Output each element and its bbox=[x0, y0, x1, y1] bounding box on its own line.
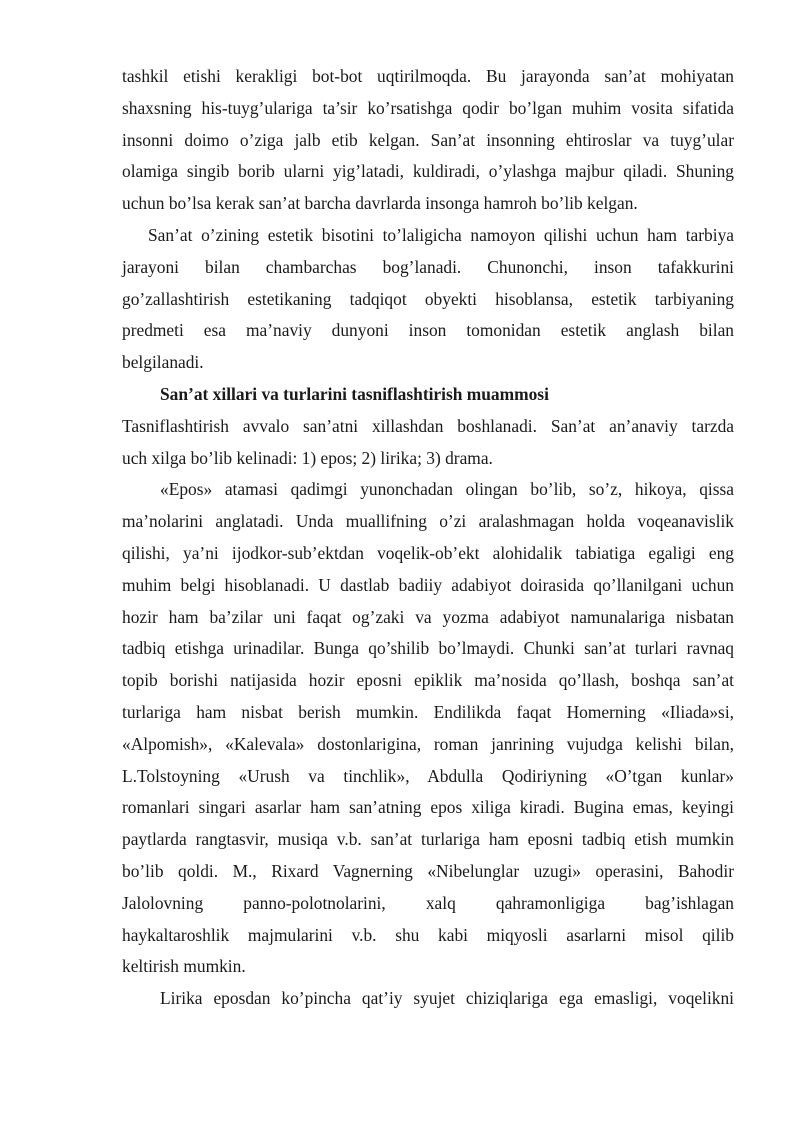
document-page bbox=[122, 61, 734, 1015]
section-heading: San’at xillari va turlarini tasniflashtirish muammosi bbox=[160, 383, 549, 404]
text-line: bo’lib qoldi. M., Rixard Vagnerning «Nibelunglar uzugi» operasini, Bahodir bbox=[122, 860, 734, 881]
paragraph-2 bbox=[122, 220, 734, 379]
text-line: hozir ham ba’zilar uni faqat og’zaki va yozma adabiyot namunalariga nisbatan bbox=[122, 606, 734, 627]
text-line: haykaltaroshlik majmularini v.b. shu kabi miqyosli asarlarni misol qilib bbox=[122, 924, 734, 945]
paragraph-5 bbox=[122, 983, 734, 1015]
text-line: muhim belgi hisoblanadi. U dastlab badiiy adabiyot doirasida qo’llanilgani uchun bbox=[122, 574, 734, 595]
text-line: keltirish mumkin. bbox=[122, 956, 246, 977]
paragraph-4 bbox=[122, 474, 734, 983]
text-line: Lirika eposdan ko’pincha qat’iy syujet chiziqlariga ega emasligi, voqelikni bbox=[160, 988, 734, 1009]
text-line: romanlari singari asarlar ham san’atning epos xiliga kiradi. Bugina emas, keyingi bbox=[122, 797, 734, 818]
text-line: San’at o’zining estetik bisotini to’laligicha namoyon qilishi uchun ham tarbiya bbox=[148, 224, 734, 245]
text-line: turlariga ham nisbat berish mumkin. Endilikda faqat Homerning «Iliada»si, bbox=[122, 701, 734, 722]
text-line: insonni doimo o’ziga jalb etib kelgan. San’at insonning ehtiroslar va tuyg’ular bbox=[122, 129, 734, 150]
paragraph-1 bbox=[122, 61, 734, 220]
text-line: olamiga singib borib ularni yig’latadi, kuldiradi, o’ylashga majbur qiladi. Shuning bbox=[122, 161, 734, 182]
text-line: «Epos» atamasi qadimgi yunonchadan olingan bo’lib, so’z, hikoya, qissa bbox=[160, 479, 734, 500]
text-line: paytlarda rangtasvir, musiqa v.b. san’at turlariga ham eposni tadbiq etish mumkin bbox=[122, 829, 734, 850]
text-line: shaxsning his-tuyg’ulariga ta’sir ko’rsatishga qodir bo’lgan muhim vosita sifatida bbox=[122, 97, 734, 118]
text-line: L.Tolstoyning «Urush va tinchlik», Abdulla Qodiriyning «O’tgan kunlar» bbox=[122, 765, 734, 786]
text-line: «Alpomish», «Kalevala» dostonlarigina, roman janrining vujudga kelishi bilan, bbox=[122, 733, 734, 754]
text-line: Tasniflashtirish avvalo san’atni xillashdan boshlanadi. San’at an’anaviy tarzda bbox=[122, 415, 734, 436]
text-line: predmeti esa ma’naviy dunyoni inson tomonidan estetik anglash bilan bbox=[122, 320, 734, 341]
text-line: topib borishi natijasida hozir eposni epiklik ma’nosida qo’llash, boshqa san’at bbox=[122, 670, 734, 691]
text-line: tashkil etishi kerakligi bot-bot uqtirilmoqda. Bu jarayonda san’at mohiyatan bbox=[122, 66, 734, 86]
text-line: belgilanadi. bbox=[122, 352, 204, 373]
text-line: ma’nolarini anglatadi. Unda muallifning o’zi aralashmagan holda voqeanavislik bbox=[122, 511, 734, 532]
text-line: go’zallashtirish estetikaning tadqiqot obyekti hisoblansa, estetik tarbiyaning bbox=[122, 288, 734, 309]
text-line: uch xilga bo’lib kelinadi: 1) epos; 2) lirika; 3) drama. bbox=[122, 447, 493, 468]
text-line: tadbiq etishga urinadilar. Bunga qo’shilib bo’lmaydi. Chunki san’at turlari ravnaq bbox=[122, 638, 734, 659]
paragraph-3 bbox=[122, 411, 734, 475]
text-line: Jalolovning panno-polotnolarini, xalq qahramonligiga bag’ishlagan bbox=[122, 892, 734, 913]
text-line: jarayoni bilan chambarchas bog’lanadi. Chunonchi, inson tafakkurini bbox=[122, 256, 734, 277]
text-line: qilishi, ya’ni ijodkor-sub’ektdan voqelik-ob’ekt alohidalik tabiatiga egaligi eng bbox=[122, 542, 734, 563]
text-line: uchun bo’lsa kerak san’at barcha davrlarda insonga hamroh bo’lib kelgan. bbox=[122, 193, 638, 214]
